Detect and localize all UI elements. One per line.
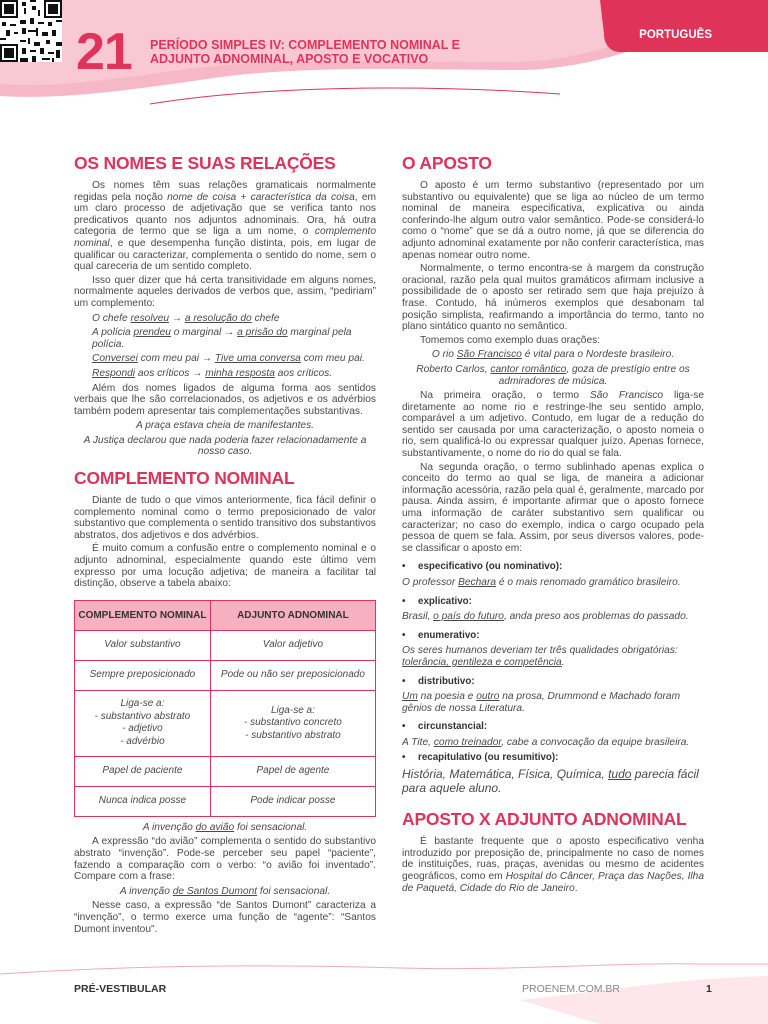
section-title-aposto-adjunto: APOSTO X ADJUNTO ADNOMINAL bbox=[402, 809, 687, 830]
table-header: COMPLEMENTO NOMINAL bbox=[75, 600, 211, 630]
paragraph: É bastante frequente que o aposto especificativo venha introduzido por preposição de, principalmente no caso de nomes de instituições, ruas, praças, avenidas ou mesmo de acidentes geográficos, como em Hospital do Câncer, Praça das Nações, Ilha de Paquetá, Cidade do Rio de Janeiro. bbox=[402, 836, 704, 894]
page-number: 1 bbox=[706, 983, 712, 995]
paragraph: Os nomes têm suas relações gramaticais normalmente regidas pela noção nome de coisa + característica da coisa, em um claro processo de adjetivação que se verifica tanto nos predicativos quanto nos adjuntos adnominais. Ora, há outra categoria de termo que se liga a um nome, o complemento nominal, e que desempenha função distinta, pois, em lugar de qualificar ou caracterizar, complementa o sentido do nome, sem o qual careceria de um sentido completo. bbox=[74, 180, 376, 273]
example-sentence: A Tite, como treinador, cabe a convocação da equipe brasileira. bbox=[402, 736, 690, 748]
classification-label: • distributivo: bbox=[402, 675, 475, 687]
footer-site-link[interactable]: PROENEM.COM.BR bbox=[522, 983, 621, 995]
paragraph: Diante de tudo o que vimos anteriormente, fica fácil definir o complemento nominal como o termo preposicionado de valor substantivo que complementa o sentido transitivo dos substantivos abstratos, dos adjetivos e dos advérbios. bbox=[74, 495, 376, 541]
example-sentence: Brasil, o país do futuro, anda preso aos problemas do passado. bbox=[402, 611, 689, 623]
paragraph: Na primeira oração, o termo São Francisco liga-se diretamente ao nome rio e restringe-lhe seu sentido amplo, comparável a um adjetivo. Contudo, em lugar de a redução do sentido ser causada por uma caracterização, o aposto nomeia o rio, sem qualificá-lo ou expressar qualquer juízo. Apenas fornece, substantivamente, o nome do rio do qual se fala. bbox=[402, 390, 704, 460]
qr-code[interactable] bbox=[0, 0, 62, 62]
example-sentence: A praça estava cheia de manifestantes. bbox=[135, 420, 314, 432]
table-cell: Papel de agente bbox=[210, 756, 375, 786]
table-row bbox=[75, 756, 376, 786]
comparison-table bbox=[74, 600, 376, 817]
table-row bbox=[75, 660, 376, 690]
paragraph: Normalmente, o termo encontra-se à margem da construção oracional, razão pela qual muitos gramáticos afirmam inclusive a possibilidade de o aposto ser retirado sem que haja prejuízo à frase. Contudo, há inúmeros exemplos que desabonam tal posição simplista, reafirmando a importância do termo, tanto no plano sintático quanto no semântico. bbox=[402, 263, 704, 333]
section-title-nomes: OS NOMES E SUAS RELAÇÕES bbox=[74, 153, 336, 173]
example-sentence: História, Matemática, Física, Química, tudo parecia fácil para aquele aluno. bbox=[402, 767, 699, 796]
example-sentence: A polícia prendeu o marginal → a prisão do marginal pela polícia. bbox=[92, 327, 352, 350]
example-sentence: Respondi aos críticos → minha resposta aos críticos. bbox=[92, 367, 333, 379]
example-sentence: Os seres humanos deveriam ter três qualidades obrigatórias: tolerância, gentileza e competência. bbox=[402, 645, 678, 668]
example-sentence: Um na poesia e outro na prosa, Drummond e Machado foram gênios de nossa Literatura. bbox=[402, 691, 681, 714]
example-sentence: A invenção de Santos Dumont foi sensacional. bbox=[119, 885, 331, 897]
table-cell: Papel de paciente bbox=[75, 756, 211, 786]
table-row bbox=[75, 786, 376, 816]
footer-course-label: PRÉ-VESTIBULAR bbox=[74, 983, 167, 995]
table-header: ADJUNTO ADNOMINAL bbox=[210, 600, 375, 630]
example-sentence: O professor Bechara é o mais renomado gramático brasileiro. bbox=[402, 577, 681, 588]
paragraph: Tomemos como exemplo duas orações: bbox=[420, 334, 601, 346]
table-cell: Valor adjetivo bbox=[210, 630, 375, 660]
page-footer bbox=[0, 960, 768, 1024]
table-cell: Sempre preposicionado bbox=[75, 660, 211, 690]
chapter-title: PERÍODO SIMPLES IV: COMPLEMENTO NOMINAL E ADJUNTO ADNOMINAL, APOSTO E VOCATIVO bbox=[150, 38, 460, 66]
example-sentence: Conversei com meu pai → Tive uma conversa com meu pai. bbox=[92, 353, 365, 365]
example-sentence: Roberto Carlos, cantor romântico, goza de prestígio entre os admiradores de música. bbox=[416, 363, 690, 387]
paragraph: É muito comum a confusão entre o complemento nominal e o adjunto adnominal, especialmente quando este último vem expresso por uma locução adjetiva; de maneira a facilitar tal distinção, observe a tabela abaixo: bbox=[74, 543, 376, 590]
left-column bbox=[74, 150, 376, 937]
classification-label: • recapitulativo (ou resumitivo): bbox=[402, 751, 559, 763]
classification-label: • especificativo (ou nominativo): bbox=[402, 561, 563, 573]
table-cell: Pode ou não ser preposicionado bbox=[210, 660, 375, 690]
example-sentence: A invenção do avião foi sensacional. bbox=[142, 821, 308, 833]
paragraph: Além dos nomes ligados de alguma forma aos sentidos verbais que lhe são correlacionados, os adjetivos e os advérbios também podem apresentar tais complementações substantivas. bbox=[74, 382, 376, 417]
paragraph: O aposto é um termo substantivo (representado por um substantivo ou equivalente) que se liga ao núcleo de um termo nominal de maneira especificativa, explicativa ou ainda conferindo-lhe algum outro valor semântico. Pode-se considerá-lo como o “nome” que se dá a outro nome, já que se diferencia do adjunto adnominal exatamente por não conferir característica, mas apenas nomear outro nome. bbox=[402, 180, 704, 261]
page-header bbox=[0, 0, 768, 110]
example-sentence: O rio São Francisco é vital para o Nordeste brasileiro. bbox=[431, 349, 675, 361]
subject-label: PORTUGUÊS bbox=[639, 29, 712, 41]
table-header-row bbox=[75, 600, 376, 630]
chapter-number: 21 bbox=[76, 23, 132, 81]
example-sentence: O chefe resolveu → a resolução do chefe bbox=[92, 312, 280, 324]
example-sentence: A Justiça declarou que nada poderia fazer relacionadamente a nosso caso. bbox=[83, 434, 367, 458]
table-cell: Nunca indica posse bbox=[75, 786, 211, 816]
paragraph: A expressão “do avião” complementa o sentido do substantivo abstrato “invenção”. Pode-se perceber seu papel “paciente”, fazendo a comparação com o verbo: “o avião foi inventado”. Compare com a frase: bbox=[74, 836, 376, 883]
paragraph: Na segunda oração, o termo sublinhado apenas explica o conceito do termo ao qual se liga, de maneira a adicionar informação acessória, razão pela qual é, geralmente, marcado por pausa. Ainda assim, é importante afirmar que o aposto fornece uma informação de caráter substantivo sem qualificar ou caracterizar; no caso do exemplo, indica o cargo ocupado pela pessoa de quem se fala. Assim, por seus diversos valores, pode-se classificar o aposto em: bbox=[402, 461, 704, 554]
table-row bbox=[75, 630, 376, 660]
classification-label: • enumerativo: bbox=[402, 629, 480, 641]
right-column bbox=[402, 150, 704, 896]
classification-label: • explicativo: bbox=[402, 595, 472, 607]
table-row bbox=[75, 690, 376, 756]
section-title-aposto: O APOSTO bbox=[402, 153, 492, 173]
table-cell: Pode indicar posse bbox=[210, 786, 375, 816]
table-cell: Liga-se a: - substantivo abstrato - adjetivo - advérbio bbox=[75, 690, 211, 756]
table-cell: Valor substantivo bbox=[75, 630, 211, 660]
section-title-complemento: COMPLEMENTO NOMINAL bbox=[74, 468, 295, 489]
paragraph: Isso quer dizer que há certa transitividade em alguns nomes, normalmente aqueles derivados de verbos que, assim, “pediriam” um complemento: bbox=[74, 274, 376, 309]
classification-label: • circunstancial: bbox=[402, 721, 488, 733]
paragraph: Nesse caso, a expressão “de Santos Dumont” caracteriza a “invenção”, o termo exerce uma função de “agente”: “Santos Dumont inventou”. bbox=[74, 900, 376, 935]
table-cell: Liga-se a: - substantivo concreto - substantivo abstrato bbox=[210, 690, 375, 756]
